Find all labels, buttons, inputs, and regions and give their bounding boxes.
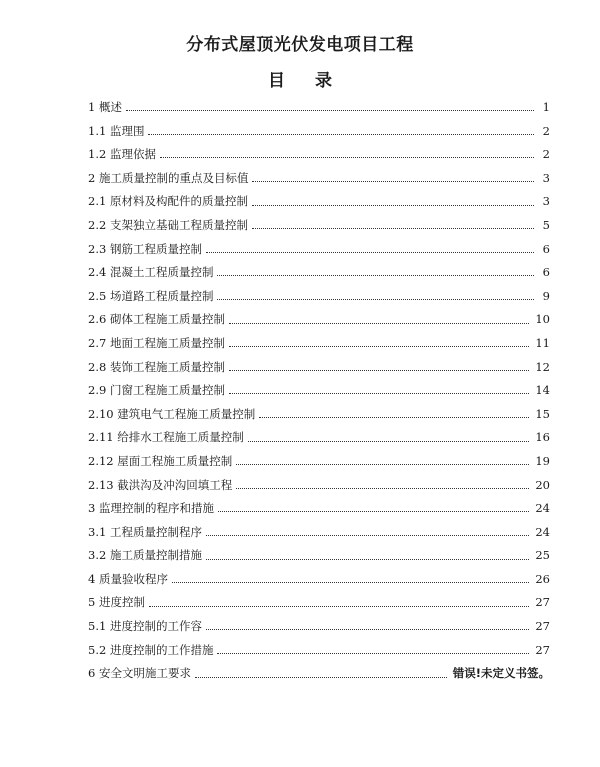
toc-entry[interactable] <box>88 96 550 120</box>
toc-entry[interactable] <box>88 261 550 285</box>
toc-entry-page-number: 25 <box>535 548 550 563</box>
toc-dot-leader <box>217 299 534 300</box>
toc-entry-page-number: 19 <box>535 453 550 468</box>
toc-entry-page-number: 11 <box>535 335 550 350</box>
toc-entry-label: 1.2 监理依据 <box>88 147 156 162</box>
toc-entry-page-number: 16 <box>535 430 550 445</box>
toc-entry-label: 2 施工质量控制的重点及目标值 <box>88 170 249 185</box>
toc-entry[interactable] <box>88 332 550 356</box>
toc-heading-left: 目 <box>268 71 285 91</box>
toc-entry[interactable] <box>88 379 550 403</box>
toc-dot-leader <box>148 134 534 135</box>
toc-entry-page-number: 20 <box>535 477 550 492</box>
toc-dot-leader <box>126 110 534 111</box>
toc-dot-leader <box>160 157 534 158</box>
toc-entry[interactable] <box>88 167 550 191</box>
table-of-contents <box>88 96 550 686</box>
toc-entry-label: 2.9 门窗工程施工质量控制 <box>88 383 225 398</box>
toc-dot-leader <box>218 511 529 512</box>
toc-entry-page-number: 3 <box>542 170 550 185</box>
toc-dot-leader <box>229 370 529 371</box>
toc-entry[interactable] <box>88 639 550 663</box>
toc-dot-leader <box>206 535 529 536</box>
toc-entry-page-number: 10 <box>535 312 550 327</box>
toc-entry-page-number: 24 <box>535 501 550 516</box>
toc-entry[interactable] <box>88 615 550 639</box>
toc-heading <box>0 66 600 91</box>
toc-dot-leader <box>236 488 529 489</box>
toc-entry-label: 2.8 装饰工程施工质量控制 <box>88 359 225 374</box>
toc-heading-right: 录 <box>315 71 332 91</box>
toc-entry-page-number: 1 <box>542 100 550 114</box>
toc-entry[interactable] <box>88 120 550 144</box>
toc-entry-page-number: 24 <box>535 524 550 539</box>
toc-dot-leader <box>206 559 529 560</box>
toc-dot-leader <box>248 441 530 442</box>
toc-entry-label: 3 监理控制的程序和措施 <box>88 501 214 516</box>
toc-entry-page-number: 27 <box>535 619 550 634</box>
toc-dot-leader <box>236 464 529 465</box>
toc-entry[interactable] <box>88 403 550 427</box>
toc-entry-label: 2.3 钢筋工程质量控制 <box>88 241 202 256</box>
toc-dot-leader <box>206 252 534 253</box>
toc-entry-label: 2.1 原材料及构配件的质量控制 <box>88 194 248 209</box>
toc-entry-page-number: 27 <box>535 595 550 610</box>
toc-entry-label: 2.4 混凝土工程质量控制 <box>88 265 214 280</box>
toc-dot-leader <box>217 653 529 654</box>
toc-entry-page-number: 2 <box>542 147 550 162</box>
toc-entry-page-number: 27 <box>535 642 550 657</box>
toc-entry[interactable] <box>88 521 550 545</box>
toc-entry-page-number: 9 <box>542 288 550 303</box>
toc-dot-leader <box>206 629 529 630</box>
toc-entry-label: 5.2 进度控制的工作措施 <box>88 642 214 657</box>
toc-entry[interactable] <box>88 591 550 615</box>
toc-entry[interactable] <box>88 190 550 214</box>
toc-dot-leader <box>252 181 534 182</box>
toc-entry-label: 1 概述 <box>88 100 122 114</box>
toc-dot-leader <box>149 606 529 607</box>
toc-entry[interactable] <box>88 238 550 262</box>
toc-entry-label: 2.7 地面工程施工质量控制 <box>88 335 225 350</box>
toc-entry-label: 2.6 砌体工程施工质量控制 <box>88 312 225 327</box>
toc-entry-label: 3.1 工程质量控制程序 <box>88 524 202 539</box>
toc-entry-page-number: 5 <box>542 217 550 232</box>
toc-dot-leader <box>229 346 529 347</box>
toc-entry-label: 4 质量验收程序 <box>88 571 168 586</box>
toc-dot-leader <box>229 393 529 394</box>
toc-entry[interactable] <box>88 450 550 474</box>
toc-entry[interactable] <box>88 426 550 450</box>
toc-entry[interactable] <box>88 474 550 498</box>
toc-dot-leader <box>229 323 529 324</box>
toc-entry[interactable] <box>88 662 550 686</box>
toc-entry-page-number: 3 <box>542 194 550 209</box>
toc-dot-leader <box>252 205 534 206</box>
toc-entry[interactable] <box>88 285 550 309</box>
toc-dot-leader <box>252 228 534 229</box>
toc-entry[interactable] <box>88 308 550 332</box>
toc-entry-label: 2.11 给排水工程施工质量控制 <box>88 430 244 445</box>
toc-entry-page-number: 12 <box>535 359 550 374</box>
toc-entry-label: 2.12 屋面工程施工质量控制 <box>88 453 233 468</box>
toc-entry[interactable] <box>88 497 550 521</box>
toc-dot-leader <box>217 275 534 276</box>
toc-entry-label: 3.2 施工质量控制措施 <box>88 548 202 563</box>
toc-entry-label: 2.2 支架独立基础工程质量控制 <box>88 217 248 232</box>
toc-entry-label: 1.1 监理围 <box>88 123 145 138</box>
toc-entry-label: 2.13 截洪沟及冲沟回填工程 <box>88 477 233 492</box>
toc-entry-page-number: 错误!未定义书签。 <box>452 666 550 681</box>
toc-dot-leader <box>195 677 447 678</box>
toc-entry[interactable] <box>88 544 550 568</box>
toc-entry[interactable] <box>88 143 550 167</box>
toc-entry-page-number: 2 <box>542 123 550 138</box>
toc-entry-page-number: 26 <box>535 571 550 586</box>
toc-entry-page-number: 15 <box>535 406 550 421</box>
toc-entry[interactable] <box>88 214 550 238</box>
toc-dot-leader <box>172 582 529 583</box>
toc-entry-label: 6 安全文明施工要求 <box>88 666 191 681</box>
toc-entry-label: 2.5 场道路工程质量控制 <box>88 288 214 303</box>
toc-entry-label: 5 进度控制 <box>88 595 145 610</box>
document-title: 分布式屋顶光伏发电项目工程 <box>186 35 414 55</box>
toc-entry[interactable] <box>88 356 550 380</box>
toc-entry-page-number: 6 <box>542 265 550 280</box>
toc-entry-page-number: 6 <box>542 241 550 256</box>
toc-entry-label: 5.1 进度控制的工作容 <box>88 619 202 634</box>
toc-entry[interactable] <box>88 568 550 592</box>
toc-dot-leader <box>259 417 529 418</box>
toc-entry-label: 2.10 建筑电气工程施工质量控制 <box>88 406 256 421</box>
toc-entry-page-number: 14 <box>535 383 550 398</box>
